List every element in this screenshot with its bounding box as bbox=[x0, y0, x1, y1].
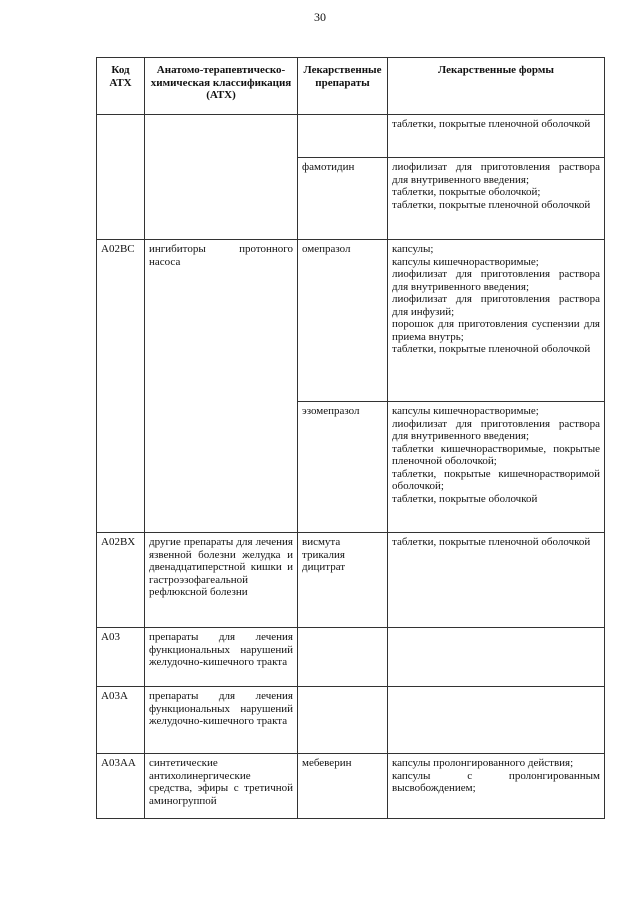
table-row bbox=[97, 240, 605, 402]
drug-cell: мебеверин bbox=[298, 754, 388, 819]
form-item: капсулы с пролонгированным высвобождением; bbox=[392, 769, 600, 794]
forms-cell bbox=[388, 240, 605, 402]
table-row bbox=[97, 687, 605, 754]
form-item: капсулы; bbox=[392, 243, 434, 255]
atc-code-cell: A03AA bbox=[97, 754, 145, 819]
forms-cell bbox=[388, 158, 605, 240]
form-item: таблетки, покрытые пленочной оболочкой bbox=[392, 536, 591, 548]
forms-cell bbox=[388, 754, 605, 819]
drug-cell bbox=[298, 628, 388, 687]
atc-code-cell: A03 bbox=[97, 628, 145, 687]
forms-cell bbox=[388, 628, 605, 687]
classification-cell: препараты для лечения функциональных нарушений желудочно-кишечного тракта bbox=[145, 628, 298, 687]
header-code: Код АТХ bbox=[97, 58, 145, 115]
header-drugs: Лекарственные препараты bbox=[298, 58, 388, 115]
table-row bbox=[97, 533, 605, 628]
form-item: таблетки, покрытые оболочкой; bbox=[392, 186, 541, 198]
form-item: таблетки, покрытые пленочной оболочкой bbox=[392, 343, 591, 355]
drug-cell: висмута трикалия дицитрат bbox=[298, 533, 388, 628]
forms-cell bbox=[388, 115, 605, 158]
forms-cell bbox=[388, 687, 605, 754]
forms-cell bbox=[388, 402, 605, 533]
classification-cell: синтетические антихолинергические средства, эфиры с третичной аминогруппой bbox=[145, 754, 298, 819]
form-item: таблетки, покрытые пленочной оболочкой bbox=[392, 118, 591, 130]
table-row bbox=[97, 754, 605, 819]
classification-cell: другие препараты для лечения язвенной болезни желудка и двенадцатиперстной кишки и гастроэзофагеальной рефлюксной болезни bbox=[145, 533, 298, 628]
atc-code-cell: A02BC bbox=[97, 240, 145, 533]
form-item: лиофилизат для приготовления раствора для инфузий; bbox=[392, 293, 600, 318]
drug-cell bbox=[298, 687, 388, 754]
classification-cell: препараты для лечения функциональных нарушений желудочно-кишечного тракта bbox=[145, 687, 298, 754]
table-body bbox=[97, 115, 605, 819]
drug-cell: фамотидин bbox=[298, 158, 388, 240]
form-item: капсулы кишечнорастворимые; bbox=[392, 405, 539, 417]
table-header-row bbox=[97, 58, 605, 115]
classification-cell: ингибиторы протонного насоса bbox=[145, 240, 298, 533]
form-item: таблетки кишечнорастворимые, покрытые пленочной оболочкой; bbox=[392, 442, 600, 467]
header-classification: Анатомо-терапевтическо-химическая классификация (АТХ) bbox=[145, 58, 298, 115]
form-item: таблетки, покрытые кишечнорастворимой оболочкой; bbox=[392, 467, 600, 492]
form-item: лиофилизат для приготовления раствора для внутривенного введения; bbox=[392, 268, 600, 293]
drug-cell bbox=[298, 115, 388, 158]
atc-code-cell: A02BX bbox=[97, 533, 145, 628]
header-forms: Лекарственные формы bbox=[388, 58, 605, 115]
form-item: таблетки, покрытые оболочкой bbox=[392, 492, 538, 505]
atc-code-cell: A03A bbox=[97, 687, 145, 754]
drug-cell: эзомепразол bbox=[298, 402, 388, 533]
form-item: лиофилизат для приготовления раствора для внутривенного введения; bbox=[392, 417, 600, 442]
form-item: порошок для приготовления суспензии для приема внутрь; bbox=[392, 318, 600, 343]
form-item: капсулы кишечнорастворимые; bbox=[392, 255, 539, 268]
drug-cell: омепразол bbox=[298, 240, 388, 402]
table-row bbox=[97, 115, 605, 158]
classification-cell bbox=[145, 115, 298, 240]
atc-code-cell bbox=[97, 115, 145, 240]
form-item: таблетки, покрытые пленочной оболочкой bbox=[392, 198, 591, 211]
atc-table bbox=[96, 57, 605, 819]
form-item: лиофилизат для приготовления раствора для внутривенного введения; bbox=[392, 161, 600, 186]
table-row bbox=[97, 628, 605, 687]
page-number: 30 bbox=[314, 10, 326, 24]
forms-cell bbox=[388, 533, 605, 628]
form-item: капсулы пролонгированного действия; bbox=[392, 757, 574, 769]
